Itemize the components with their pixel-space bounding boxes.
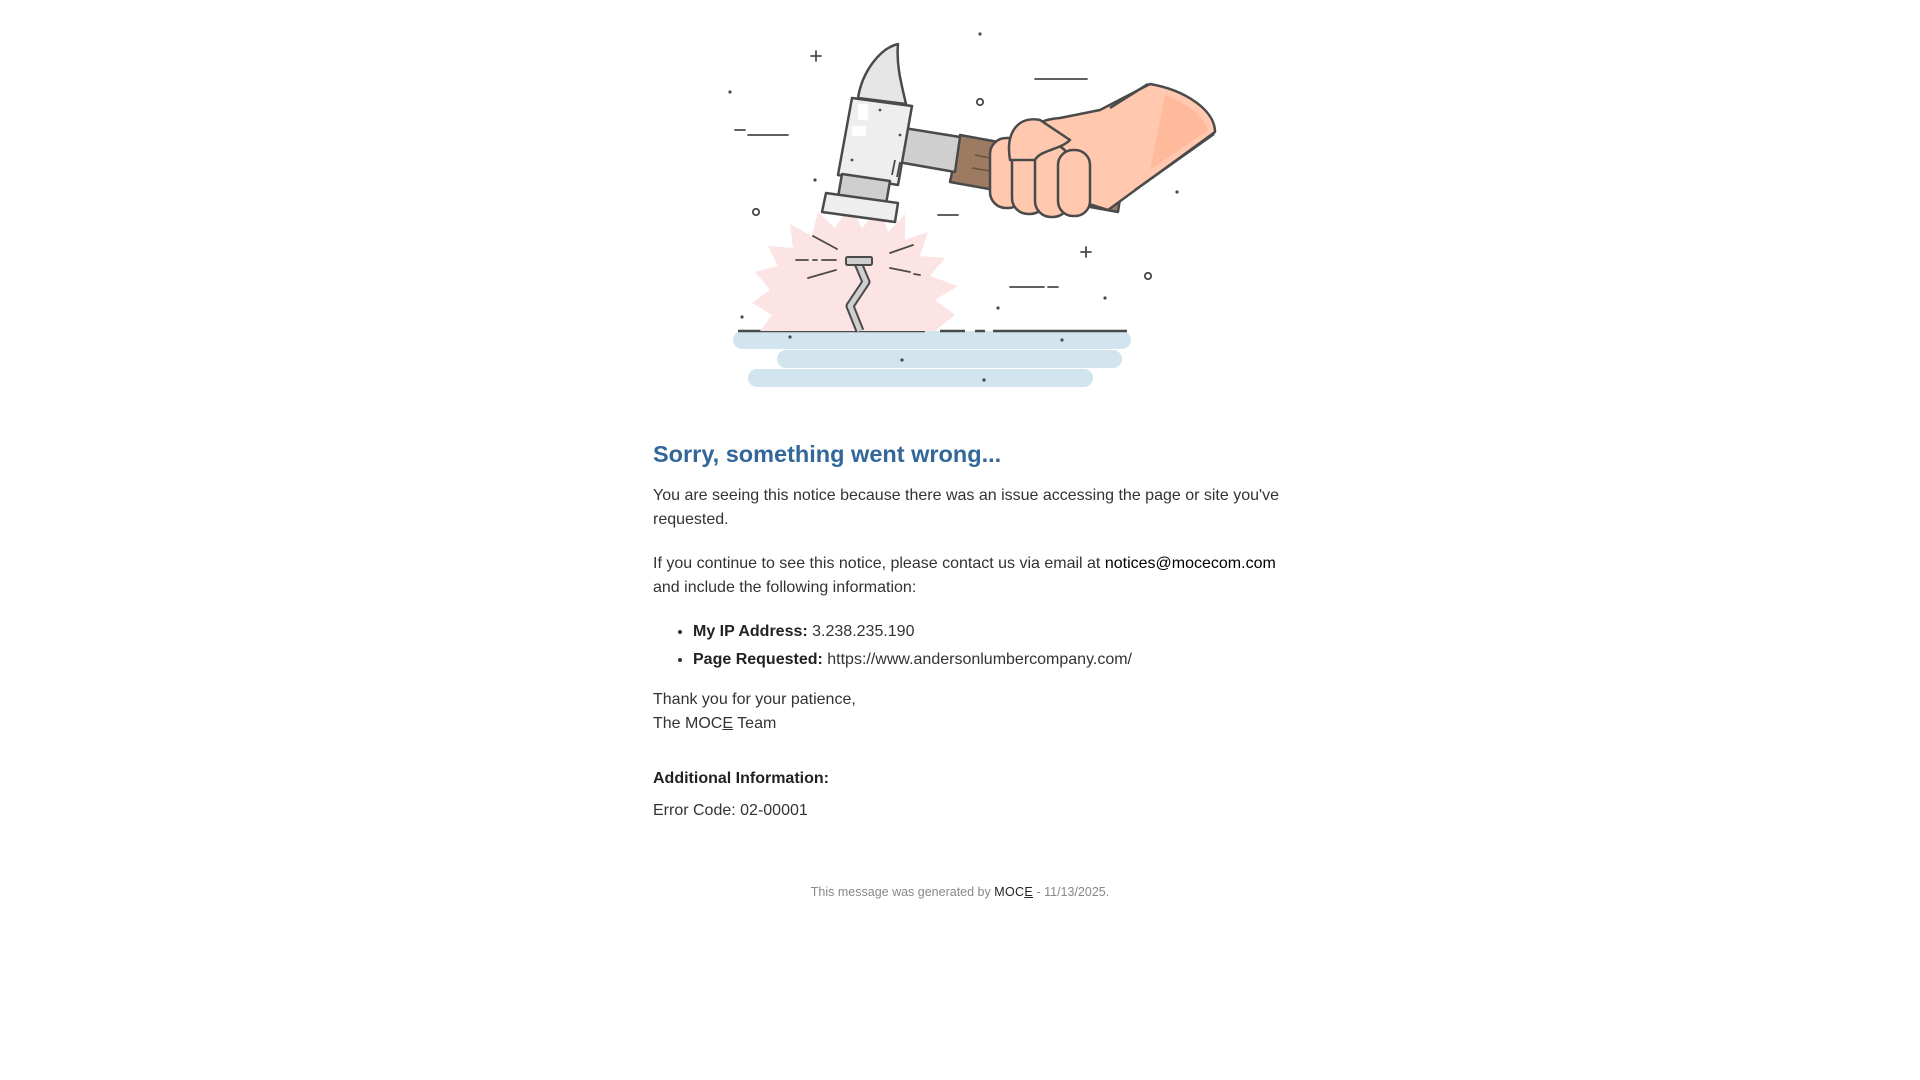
hammer-hitting-nail-icon (720, 20, 1240, 400)
thanks-text: Thank you for your patience, (653, 691, 856, 709)
ip-label: My IP Address: (693, 623, 808, 641)
footer-date: - 11/13/2025. (1036, 885, 1110, 899)
footer-prefix: This message was generated by (810, 885, 991, 899)
error-code: Error Code: 02-00001 (653, 802, 808, 820)
team-prefix: The MOC (653, 715, 723, 733)
list-item (693, 620, 1293, 644)
footer (0, 885, 1920, 899)
footer-brand (994, 885, 1033, 899)
ground-icon (733, 331, 1131, 387)
list-item (693, 648, 1293, 672)
footer-brand-prefix: MOC (994, 885, 1025, 899)
page-requested-label: Page Requested: (693, 651, 823, 669)
additional-info-heading: Additional Information: (653, 770, 829, 788)
page-requested-value: https://www.andersonlumbercompany.com/ (827, 651, 1132, 669)
ip-value: 3.238.235.190 (812, 623, 915, 641)
contact-email-link[interactable]: notices@mocecom.com (1104, 555, 1276, 573)
page-title: Sorry, something went wrong... (653, 441, 1002, 467)
info-list (653, 620, 1293, 672)
team-brand-e: E (722, 715, 734, 733)
notice-paragraph: You are seeing this notice because there was an issue accessing the page or site you've requested. (653, 487, 1279, 529)
error-content (653, 440, 1293, 820)
contact-suffix: and include the following information: (653, 579, 917, 597)
hand-icon (990, 84, 1215, 217)
team-suffix: Team (737, 715, 777, 733)
contact-paragraph (653, 552, 1293, 600)
footer-brand-e: E (1024, 885, 1033, 899)
contact-prefix: If you continue to see this notice, please contact us via email at (653, 555, 1101, 573)
signoff (653, 688, 1293, 736)
